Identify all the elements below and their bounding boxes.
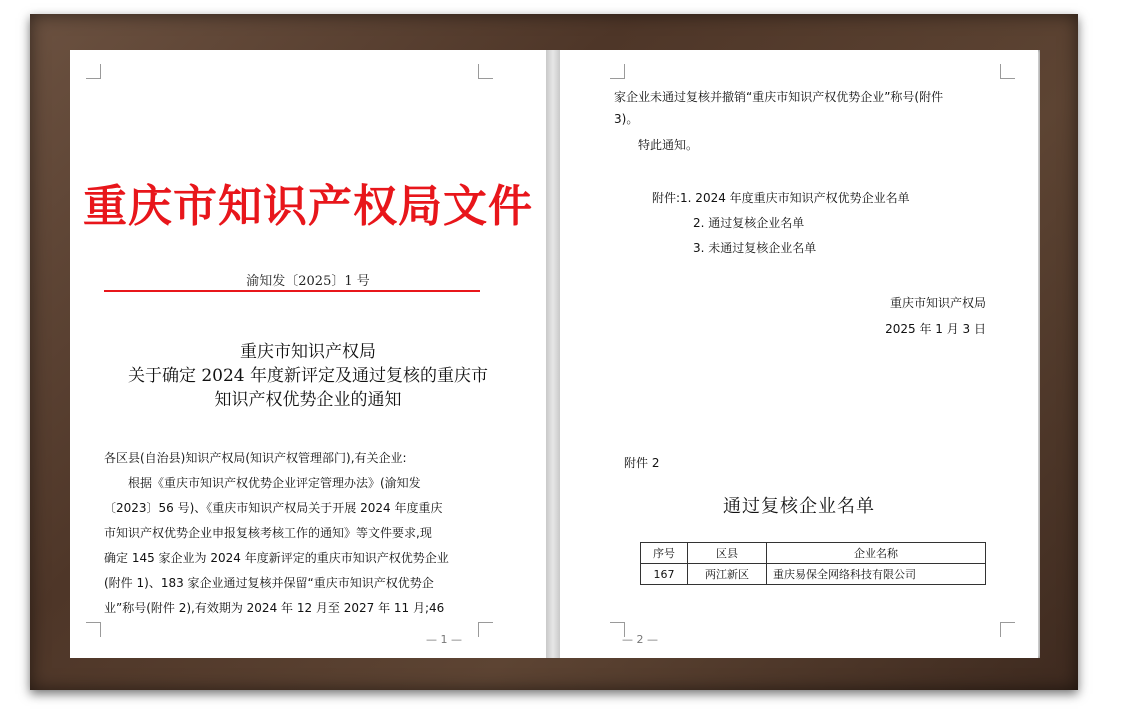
attachment-list [652,186,992,261]
page-number: — 1 — [426,633,462,646]
signature-block [885,290,986,342]
page-1 [70,50,546,658]
continuation-line-2: 3)。 [614,112,639,126]
notice-continuation [614,86,1004,156]
addressee-line: 各区县(自治县)知识产权局(知识产权管理部门),有关企业: [104,451,407,465]
closing-line: 特此通知。 [638,138,699,152]
column-header: 企业名称 [767,543,986,564]
continuation-line-1: 家企业未通过复核并撤销“重庆市知识产权优势企业”称号(附件 [614,90,944,104]
document-number: 渝知发〔2025〕1 号 [246,274,370,289]
table-cell: 重庆易保全网络科技有限公司 [767,564,986,585]
table-header-row [641,543,986,564]
crop-mark-top-left [86,64,101,79]
crop-mark-bottom-left [86,622,101,637]
crop-mark-top-left [610,64,625,79]
page-number: — 2 — [622,633,658,646]
crop-mark-top-right [478,64,493,79]
body-line-1: 根据《重庆市知识产权优势企业评定管理办法》(渝知发 [128,476,421,490]
heading-line-3: 知识产权优势企业的通知 [214,390,402,410]
annex-title: 通过复核企业名单 [723,496,875,517]
signature-date: 2025 年 1 月 3 日 [885,322,986,336]
table-cell: 167 [641,564,688,585]
picture-frame [30,14,1078,690]
heading-line-1: 重庆市知识产权局 [240,342,376,362]
attachment-item: 附件:1. 2024 年度重庆市知识产权优势企业名单 [652,191,910,205]
body-line-5: (附件 1)、183 家企业通过复核并保留“重庆市知识产权优势企 [104,576,434,590]
attachment-item: 2. 通过复核企业名单 [693,216,805,230]
red-header-title: 重庆市知识产权局文件 [83,181,533,232]
document-heading [90,340,526,412]
heading-line-2: 关于确定 2024 年度新评定及通过复核的重庆市 [127,366,489,386]
crop-mark-bottom-right [1000,622,1015,637]
document-spread [70,50,1040,658]
column-header: 区县 [688,543,767,564]
page-gutter [546,50,560,658]
body-line-3: 市知识产权优势企业申报复核考核工作的通知》等文件要求,现 [104,526,432,540]
annex-label: 附件 2 [624,456,660,470]
red-separator-line [104,290,480,292]
table-cell: 两江新区 [688,564,767,585]
crop-mark-bottom-right [478,622,493,637]
table-row [641,564,986,585]
body-line-2: 〔2023〕56 号)、《重庆市知识产权局关于开展 2024 年度重庆 [104,501,443,515]
body-line-4: 确定 145 家企业为 2024 年度新评定的重庆市知识产权优势企业 [104,551,449,565]
crop-mark-top-right [1000,64,1015,79]
notice-body [104,446,484,621]
column-header: 序号 [641,543,688,564]
page-2 [560,50,1038,658]
signature-org: 重庆市知识产权局 [889,296,986,310]
body-line-6: 业”称号(附件 2),有效期为 2024 年 12 月至 2027 年 11 月;46 [104,601,445,615]
attachment-item: 3. 未通过复核企业名单 [693,241,817,255]
company-table [640,542,986,585]
